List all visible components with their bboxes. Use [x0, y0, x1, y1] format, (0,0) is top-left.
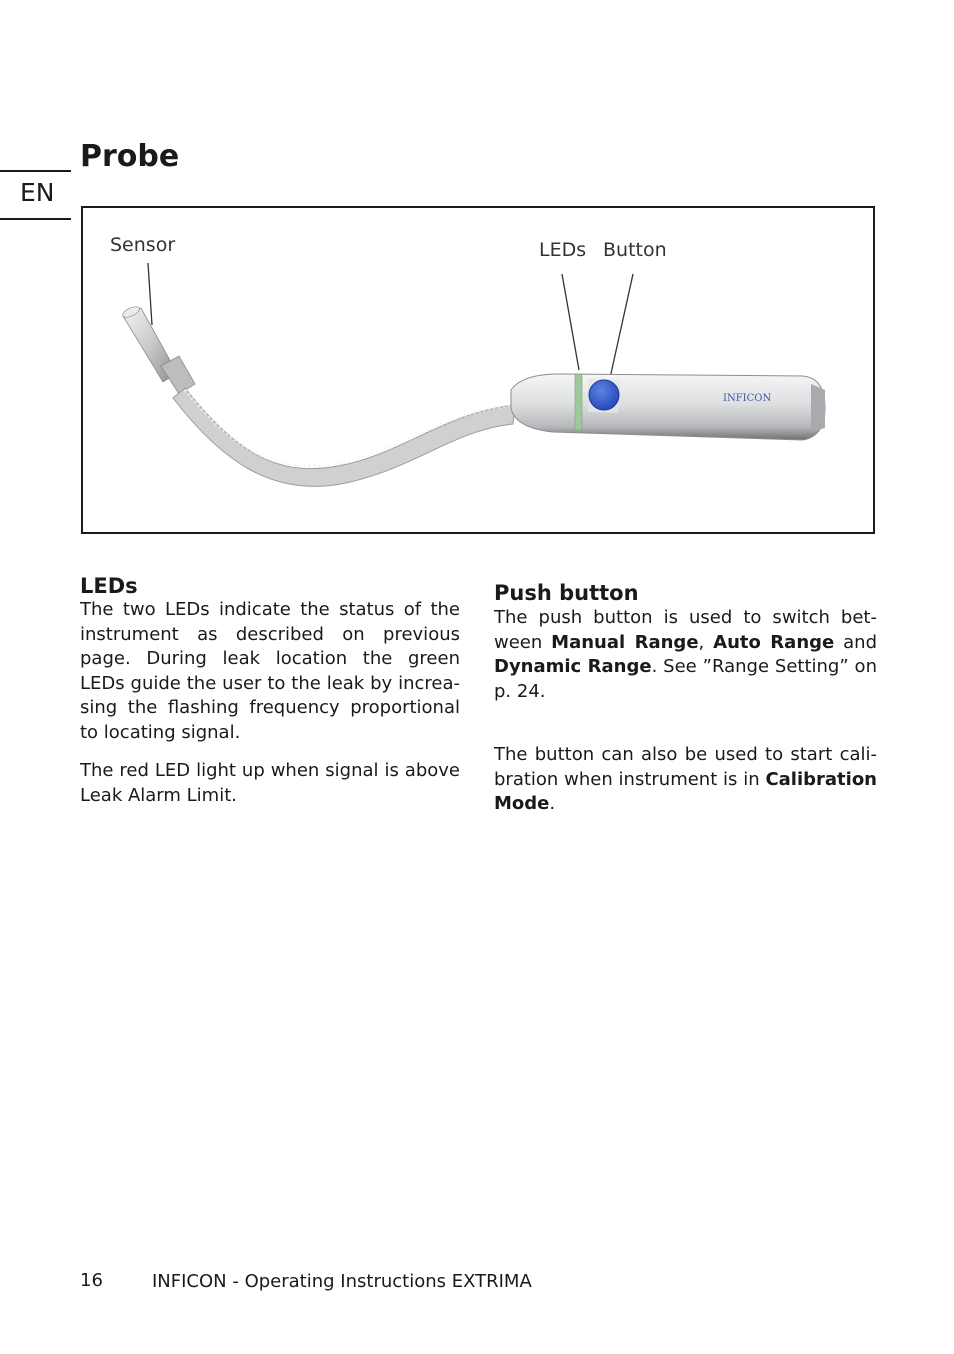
probe-figure — [81, 206, 875, 534]
push-button-paragraph-2 — [494, 743, 877, 817]
language-tag: EN — [20, 178, 55, 207]
text-run: , — [698, 631, 714, 653]
leds-heading: LEDs — [80, 574, 138, 598]
led-indicator — [575, 374, 582, 430]
leds-leader-line — [562, 274, 579, 370]
push-button-illustration — [589, 380, 619, 410]
footer-text: INFICON - Operating Instructions EXTRIMA — [152, 1271, 532, 1292]
text-run: and — [834, 631, 877, 653]
term-dynamic-range: Dynamic Range — [494, 656, 652, 678]
push-button-heading: Push button — [494, 581, 639, 605]
text-run: The push button is used to switch bet-ween — [494, 607, 877, 653]
language-tab-rule-bottom — [0, 218, 71, 220]
page-title: Probe — [80, 139, 180, 174]
term-manual-range: Manual Range — [551, 631, 699, 653]
text-run: . See ”Range Setting” on p. 24. — [494, 656, 877, 702]
button-label: Button — [603, 239, 667, 261]
leds-paragraph-1: The two LEDs indicate the status of the instrument as described on previous page. During leak location the green LEDs guide the user to the leak by increa-sing the flashing frequency proportional to locating signal. — [80, 599, 460, 743]
probe-handle — [511, 374, 825, 440]
text-run: The button can also be used to start cali-bration when instrument is in — [494, 744, 877, 790]
probe-illustration — [83, 208, 873, 532]
term-auto-range: Auto Range — [713, 631, 835, 653]
text-run: . — [549, 793, 556, 815]
sensor-leader-line — [148, 263, 152, 325]
sensor-label: Sensor — [110, 234, 176, 256]
push-button-paragraph-1 — [494, 606, 877, 704]
sensor-tip — [121, 305, 195, 394]
language-tab-rule-top — [0, 170, 71, 172]
page-number: 16 — [80, 1270, 103, 1291]
leds-label: LEDs — [539, 239, 587, 261]
button-leader-line — [610, 274, 633, 378]
term-calibration-mode: Calibration Mode — [494, 768, 877, 815]
leds-paragraph-2: The red LED light up when signal is above Leak Alarm Limit. — [80, 760, 460, 806]
gooseneck — [173, 388, 515, 486]
inficon-logo: INFICON — [723, 393, 772, 404]
